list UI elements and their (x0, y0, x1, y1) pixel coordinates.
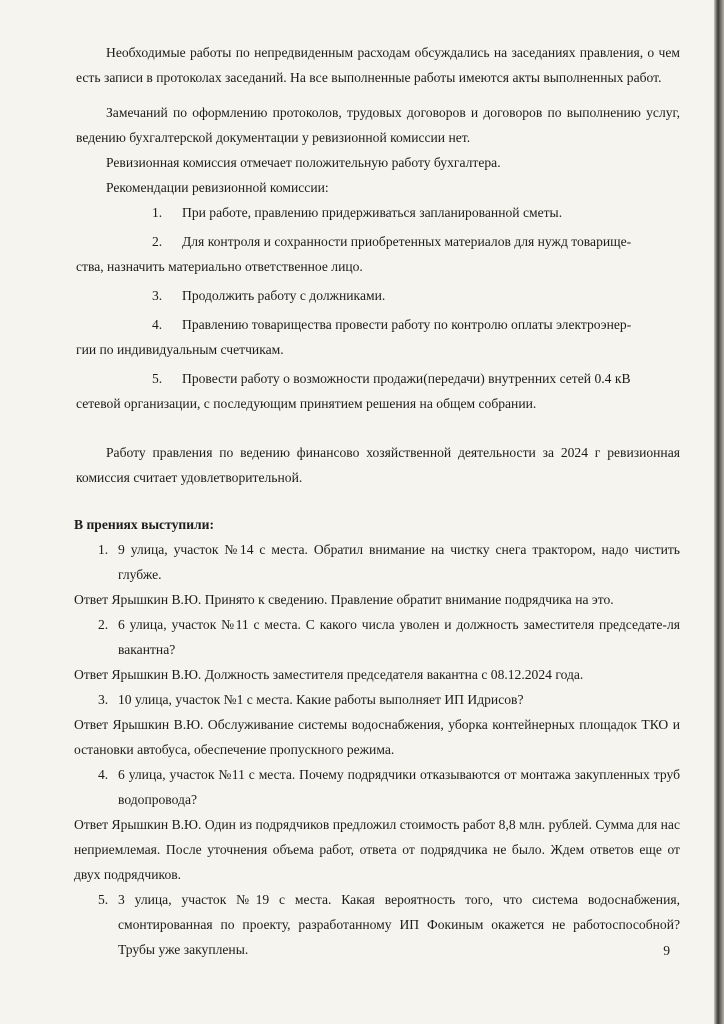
binding-edge (714, 0, 724, 1024)
recommendation-item (76, 229, 680, 254)
debate-list (76, 537, 680, 962)
debate-heading: В прениях выступили: (74, 517, 215, 532)
recommendation-item (76, 366, 680, 391)
paragraph-unforeseen-works: Необходимые работы по непредвиденным расходам обсуждались на заседаниях правления, о чем есть записи в протоколах заседаний. На все выполненные работы имеются акты выполненных работ. (76, 45, 680, 85)
question-text: 10 улица, участок №1 с места. Какие работы выполняет ИП Идрисов? (118, 692, 524, 707)
recommendation-text: Правлению товарищества провести работу по контролю оплаты электроэнер- (182, 317, 632, 332)
debate-answer: Ответ Ярышкин В.Ю. Обслуживание системы водоснабжения, уборка контейнерных площадок ТКО и остановки автобуса, обеспечение пропускного режима. (74, 717, 680, 757)
recommendation-continuation: ства, назначить материально ответственное лицо. (76, 259, 363, 274)
debate-question (98, 887, 680, 962)
recommendation-number: 2. (152, 234, 163, 249)
recommendation-item (76, 200, 680, 225)
recommendation-text: При работе, правлению придерживаться запланированной сметы. (182, 205, 563, 220)
question-text: 3 улица, участок №19 с места. Какая вероятность того, что система водоснабжения, смонтированная по проекту, разработанному ИП Фокиным окажется не работоспособной? Трубы уже закуплены. (118, 892, 680, 957)
recommendation-item (76, 312, 680, 337)
recommendations-list (76, 200, 680, 416)
paragraph-accountant-praise: Ревизионная комиссия отмечает положительную работу бухгалтера. (106, 155, 501, 170)
recommendation-text: Продолжить работу с должниками. (182, 288, 386, 303)
question-number: 4. (98, 767, 109, 782)
paragraph-conclusion: Работу правления по ведению финансово хозяйственной деятельности за 2024 г ревизионная комиссия считает удовлетворительной. (76, 445, 680, 485)
debate-question (98, 687, 680, 712)
recommendation-number: 3. (152, 288, 163, 303)
paragraph-recommendations-title: Рекомендации ревизионной комиссии: (106, 180, 329, 195)
question-number: 3. (98, 692, 109, 707)
question-number: 2. (98, 617, 109, 632)
question-text: 6 улица, участок №11 с места. С какого числа уволен и должность заместителя председате-ля вакантна? (118, 617, 680, 657)
recommendation-number: 5. (152, 371, 163, 386)
debate-answer: Ответ Ярышкин В.Ю. Принято к сведению. Правление обратит внимание подрядчика на это. (74, 592, 614, 607)
question-number: 5. (98, 892, 109, 907)
recommendation-number: 1. (152, 205, 163, 220)
question-text: 6 улица, участок №11 с места. Почему подрядчики отказываются от монтажа закупленных труб водопровода? (118, 767, 680, 807)
debate-question (98, 762, 680, 812)
recommendation-continuation: сетевой организации, с последующим принятием решения на общем собрании. (76, 396, 537, 411)
page-number: 9 (663, 943, 670, 958)
question-text: 9 улица, участок №14 с места. Обратил внимание на чистку снега трактором, надо чистить глубже. (118, 542, 680, 582)
recommendation-item (76, 283, 680, 308)
recommendation-number: 4. (152, 317, 163, 332)
recommendation-text: Для контроля и сохранности приобретенных материалов для нужд товарище- (182, 234, 632, 249)
paragraph-no-remarks: Замечаний по оформлению протоколов, трудовых договоров и договоров по выполнению услуг, ведению бухгалтерской документации у ревизионной комиссии нет. (76, 105, 680, 145)
debate-answer: Ответ Ярышкин В.Ю. Один из подрядчиков предложил стоимость работ 8,8 млн. рублей. Сумма для нас неприемлемая. После уточнения объема работ, ответа от подрядчика не было. Ждем ответов еще от двух подрядчиков. (74, 817, 680, 882)
debate-answer: Ответ Ярышкин В.Ю. Должность заместителя председателя вакантна с 08.12.2024 года. (74, 667, 584, 682)
recommendation-text: Провести работу о возможности продажи(передачи) внутренних сетей 0.4 кВ (182, 371, 631, 386)
debate-question (98, 612, 680, 662)
recommendation-continuation: гии по индивидуальным счетчикам. (76, 342, 284, 357)
question-number: 1. (98, 542, 109, 557)
debate-question (98, 537, 680, 587)
